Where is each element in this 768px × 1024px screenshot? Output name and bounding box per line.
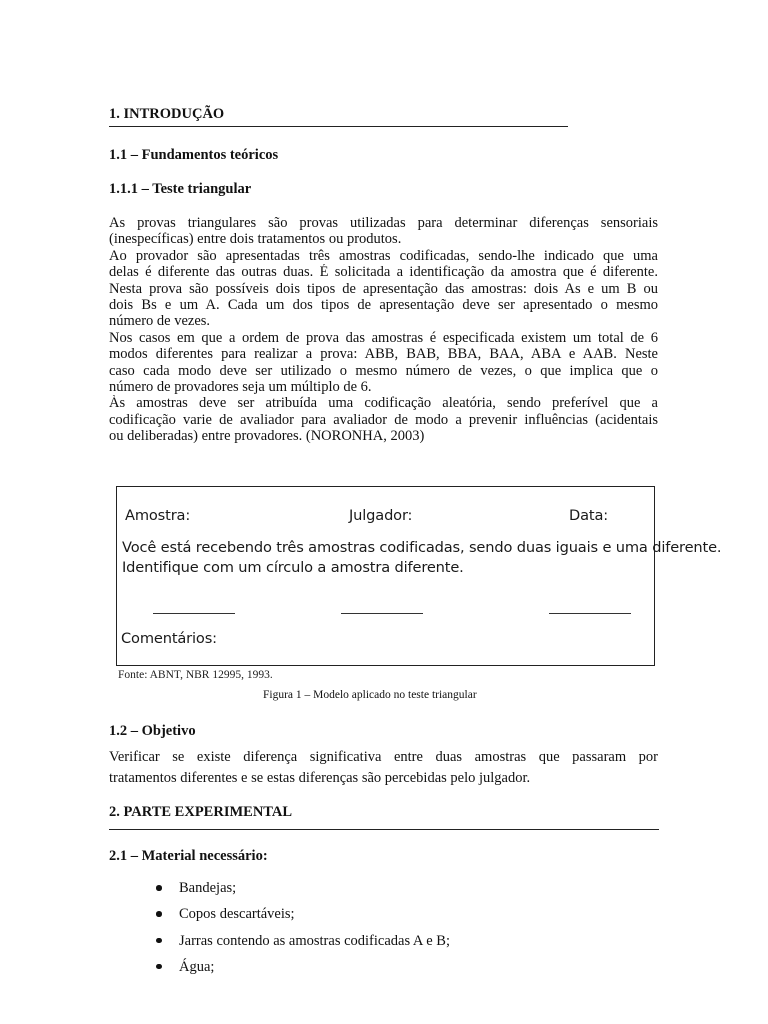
intro-line: caso cada modo deve ser utilizado o mesmo número de vezes, o que implica que o bbox=[109, 362, 658, 379]
intro-line: Nesta prova são possíveis dois tipos de apresentação das amostras: dois As e um B ou bbox=[109, 280, 658, 297]
bullet-icon bbox=[156, 911, 162, 917]
intro-line: As provas triangulares são provas utilizadas para determinar diferenças sensoriais bbox=[109, 215, 658, 231]
figure-caption: Figura 1 – Modelo aplicado no teste triangular bbox=[263, 689, 477, 701]
bullet-icon bbox=[156, 938, 162, 944]
intro-line: codificação varie de avaliador para avaliador de modo a prevenir influências (acidentais bbox=[109, 411, 658, 428]
subsection-1-1-1-heading: 1.1.1 – Teste triangular bbox=[109, 181, 252, 197]
subsection-1-2-heading: 1.2 – Objetivo bbox=[109, 723, 196, 739]
form-comentarios-label: Comentários: bbox=[121, 630, 217, 647]
form-instruction-line-2: Identifique com um círculo a amostra diferente. bbox=[122, 559, 464, 576]
list-item bbox=[155, 905, 450, 931]
form-instruction-line-1: Você está recebendo três amostras codificadas, sendo duas iguais e uma diferente. bbox=[122, 539, 722, 556]
section-2-heading: 2. PARTE EXPERIMENTAL bbox=[109, 804, 293, 820]
intro-line: Nos casos em que a ordem de prova das amostras é especificada existem um total de 6 bbox=[109, 329, 658, 346]
list-item-text: Bandejas; bbox=[179, 880, 237, 896]
list-item bbox=[155, 932, 450, 958]
subsection-2-1-heading: 2.1 – Material necessário: bbox=[109, 848, 268, 864]
intro-paragraph bbox=[109, 215, 658, 444]
intro-line: dois Bs e um A. Cada um dos tipos de apresentação deve ser apresentado o mesmo bbox=[109, 296, 658, 313]
intro-line: Às amostras deve ser atribuída uma codificação aleatória, sendo preferível que a bbox=[109, 395, 658, 412]
figure-source: Fonte: ABNT, NBR 12995, 1993. bbox=[118, 669, 273, 681]
intro-line: número de vezes. bbox=[109, 313, 211, 330]
sample-blank-1 bbox=[153, 613, 235, 614]
section-1-rule bbox=[109, 126, 568, 127]
list-item bbox=[155, 879, 450, 905]
objective-line: tratamentos diferentes e se estas diferenças são percebidas pelo julgador. bbox=[109, 770, 531, 786]
list-item-text: Jarras contendo as amostras codificadas A e B; bbox=[179, 932, 450, 949]
sample-blank-3 bbox=[549, 613, 631, 614]
subsection-1-1-heading: 1.1 – Fundamentos teóricos bbox=[109, 147, 279, 163]
section-1-heading: 1. INTRODUÇÃO bbox=[109, 106, 225, 122]
objective-line: Verificar se existe diferença significativa entre duas amostras que passaram por bbox=[109, 749, 658, 765]
triangular-test-form bbox=[116, 486, 722, 666]
list-item-text: Copos descartáveis; bbox=[179, 906, 295, 923]
list-item-text: Água; bbox=[179, 958, 215, 975]
form-julgador-label: Julgador: bbox=[349, 507, 413, 524]
form-data-label: Data: bbox=[569, 507, 609, 524]
list-item bbox=[155, 958, 450, 984]
intro-line: delas é diferente das outras duas. É solicitada a identificação da amostra que é diferente. bbox=[109, 264, 658, 281]
bullet-icon bbox=[156, 885, 162, 891]
bullet-icon bbox=[156, 964, 162, 970]
form-amostra-label: Amostra: bbox=[125, 507, 191, 524]
intro-line: modos diferentes para realizar a prova: ABB, BAB, BBA, BAA, ABA e AAB. Neste bbox=[109, 346, 658, 363]
intro-line: (inespecíficas) entre dois tratamentos ou produtos. bbox=[109, 231, 402, 248]
section-2-rule bbox=[109, 829, 659, 830]
sample-blank-2 bbox=[341, 613, 423, 614]
objective-paragraph bbox=[109, 747, 658, 789]
materials-list bbox=[155, 879, 450, 984]
intro-line: número de provadores seja um múltiplo de 6. bbox=[109, 378, 372, 395]
intro-line: ou deliberadas) entre provadores. (NORONHA, 2003) bbox=[109, 428, 425, 445]
intro-line: Ao provador são apresentadas três amostras codificadas, sendo-lhe indicado que uma bbox=[109, 247, 658, 264]
